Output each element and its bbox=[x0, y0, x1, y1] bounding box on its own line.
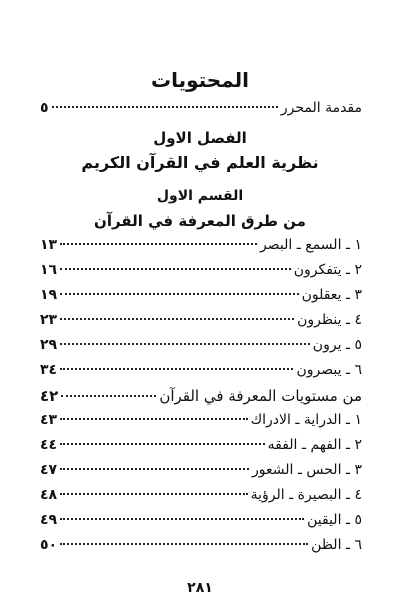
toc-entry bbox=[40, 337, 362, 353]
chapter-title: الفصل الاول bbox=[153, 129, 247, 147]
toc-entry bbox=[40, 237, 362, 253]
toc-entry bbox=[40, 262, 362, 278]
dot-leader bbox=[60, 243, 257, 245]
toc-entry bbox=[40, 487, 362, 503]
dot-leader bbox=[60, 418, 248, 420]
toc-entry-label: ٢ ـ يتفكرون bbox=[293, 262, 362, 278]
toc-entry-subsection bbox=[40, 387, 362, 405]
toc-entry-label: من مستويات المعرفة في القرآن bbox=[159, 387, 362, 405]
toc-entry bbox=[40, 312, 362, 328]
toc-entry-label: ٥ ـ يرون bbox=[312, 337, 362, 353]
toc-entry-page: ١٦ bbox=[40, 262, 58, 278]
dot-leader bbox=[60, 343, 310, 345]
dot-leader bbox=[61, 395, 156, 397]
chapter-subtitle: نظرية العلم في القرآن الكريم bbox=[81, 153, 319, 172]
toc-entry-page: ٥٠ bbox=[40, 537, 58, 553]
toc-entry-page: ٢٩ bbox=[40, 337, 58, 353]
toc-entry-label: ٣ ـ الحس ـ الشعور bbox=[252, 462, 362, 478]
toc-entry-page: ١٩ bbox=[40, 287, 58, 303]
dot-leader bbox=[60, 493, 248, 495]
section-title: القسم الاول bbox=[156, 188, 244, 204]
toc-entry-page: ٤٢ bbox=[40, 387, 59, 405]
toc-entry bbox=[40, 287, 362, 303]
toc-entry bbox=[40, 537, 362, 553]
toc-entry-page: ٤٤ bbox=[40, 437, 58, 453]
dot-leader bbox=[52, 106, 278, 108]
footer-page-number: ٢٨١ bbox=[187, 580, 213, 596]
toc-entry-page: ٤٨ bbox=[40, 487, 58, 503]
toc-entry-page: ٢٣ bbox=[40, 312, 58, 328]
toc-entry bbox=[40, 462, 362, 478]
toc-entry-label: ١ ـ السمع ـ البصر bbox=[260, 237, 362, 253]
toc-entry-label: ١ ـ الدراية ـ الادراك bbox=[250, 412, 362, 428]
toc-entry-label: مقدمة المحرر bbox=[280, 100, 362, 116]
toc-entry-label: ٥ ـ اليقين bbox=[307, 512, 362, 528]
page-title: المحتويات bbox=[150, 68, 249, 92]
toc-entry bbox=[40, 362, 362, 378]
dot-leader bbox=[60, 318, 294, 320]
section-subtitle: من طرق المعرفة في القرآن bbox=[94, 212, 306, 230]
toc-entry-label: ٤ ـ ينظرون bbox=[297, 312, 362, 328]
toc-entry-intro bbox=[40, 100, 362, 116]
dot-leader bbox=[60, 518, 304, 520]
toc-entry bbox=[40, 437, 362, 453]
toc-entry-label: ٢ ـ الفهم ـ الفقه bbox=[267, 437, 362, 453]
dot-leader bbox=[60, 443, 265, 445]
dot-leader bbox=[60, 368, 293, 370]
toc-entry-label: ٦ ـ الظن bbox=[311, 537, 362, 553]
toc-entry-page: ١٣ bbox=[40, 237, 58, 253]
toc-entry-label: ٦ ـ يبصرون bbox=[296, 362, 362, 378]
toc-entry-page: ٤٩ bbox=[40, 512, 58, 528]
toc-entry bbox=[40, 512, 362, 528]
toc-entry-page: ٤٣ bbox=[40, 412, 58, 428]
toc-entry bbox=[40, 412, 362, 428]
dot-leader bbox=[60, 468, 249, 470]
toc-entry-page: ٤٧ bbox=[40, 462, 58, 478]
dot-leader bbox=[60, 543, 308, 545]
dot-leader bbox=[60, 268, 291, 270]
toc-entry-label: ٤ ـ البصيرة ـ الرؤية bbox=[250, 487, 362, 503]
dot-leader bbox=[60, 293, 298, 295]
toc-entry-page: ٣٤ bbox=[40, 362, 58, 378]
toc-entry-label: ٣ ـ يعقلون bbox=[301, 287, 362, 303]
toc-entry-page: ٥ bbox=[40, 100, 49, 116]
